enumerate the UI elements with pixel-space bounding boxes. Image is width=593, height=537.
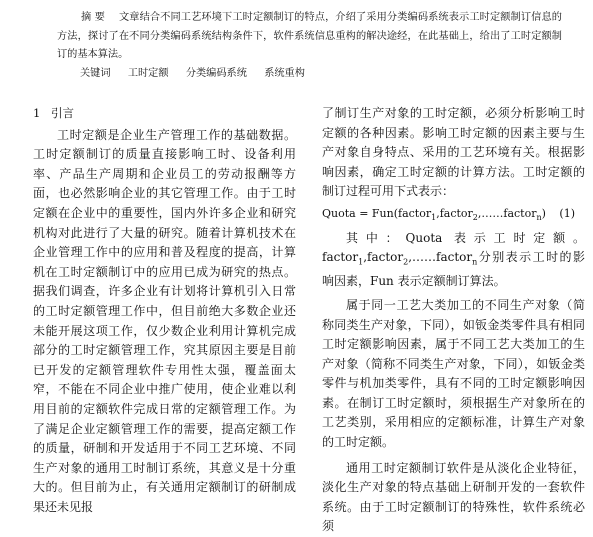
formula-number: (1) (559, 206, 575, 220)
abstract-label: 摘 要 (81, 12, 105, 23)
keywords-label: 关键词 (80, 68, 111, 79)
section-heading (33, 104, 296, 124)
right-column (322, 104, 585, 537)
keyword-item: 分类编码系统 (185, 68, 247, 79)
section-number: 1 (33, 106, 41, 120)
abstract-paragraph (57, 9, 562, 65)
keyword-item: 系统重构 (264, 68, 305, 79)
keywords (80, 65, 319, 83)
section-title: 引言 (51, 106, 74, 120)
body-paragraph: 属于同一工艺大类加工的不同生产对象（简称同类生产对象，下同），如钣金类零件具有相同工时定额影响因素，属于不同工艺大类加工的生产对象（简称不同类生产对象，下同），如钣金类零件与机加类零件，具有不同的工时定额影响因素。在制订工时定额时，须根据生产对象所在的工艺类别，采用相应的定额标准，计算生产对象的工时定额。 (322, 297, 585, 450)
abstract-text: 文章结合不同工艺环境下工时定额制订的特点，介绍了采用分类编码系统表示工时定额制订信息的方法，探讨了在不同分类编码系统结构条件下，软件系统信息重构的解决途经，在此基础上，给出了工时定额制订的基本算法。 (57, 12, 562, 60)
left-column (33, 104, 296, 517)
body-paragraph: 其中：Quota 表示工时定额。factor$_1$,factor$_2$,……factor$_n$分别表示工时的影响因素，Fun 表示定额制订算法。 (322, 230, 585, 289)
formula (322, 202, 585, 229)
body-paragraph: 工时定额是企业生产管理工作的基础数据。工时定额制订的质量直接影响工时、设备利用率、产品生产周期和企业员工的劳动报酬等方面，也必然影响企业的其它管理工作。由于工时定额在企业中的重要性，国内外许多企业和研究机构对此进行了大量的研究。随着计算机技术在企业管理工作中的应用和普及程度的提高，计算机在工时定额制订中的应用已成为研究的热点。据我们调查，许多企业有计划将计算机引入日常的工时定额管理工作中，但目前绝大多数企业还未能开展这项工作，仅少数企业利用计算机完成部分的工时定额管理工作，究其原因主要是目前已开发的定额管理软件专用性太强，覆盖面太窄，不能在不同企业中推广使用，使企业难以利用目前的定额软件完成日常的定额管理工作。为了满足企业定额管理工作的需要，提高定额工作的质量，研制和开发适用于不同工艺环境、不同生产对象的通用工时制订系统，其意义是十分重大的。但目前为止，有关通用定额制订的研制成果还未见报 (33, 127, 296, 514)
abstract (57, 9, 562, 65)
body-paragraph: 了制订生产对象的工时定额，必须分析影响工时定额的各种因素。影响工时定额的因素主要与生产对象自身特点、采用的工艺环境有关。根据影响因素，确定工时定额的计算方法。工时定额的制订过程可用下式表示： (322, 106, 585, 199)
keyword-item: 工时定额 (127, 68, 169, 79)
formula-expression: Quota = Fun(factor$_1$,factor$_2$,……factor$_n$) (322, 206, 546, 223)
body-paragraph: 通用工时定额制订软件是从淡化企业特征，淡化生产对象的特点基础上研制开发的一套软件系统。由于工时定额制订的特殊性，软件系统必须 (322, 460, 585, 534)
